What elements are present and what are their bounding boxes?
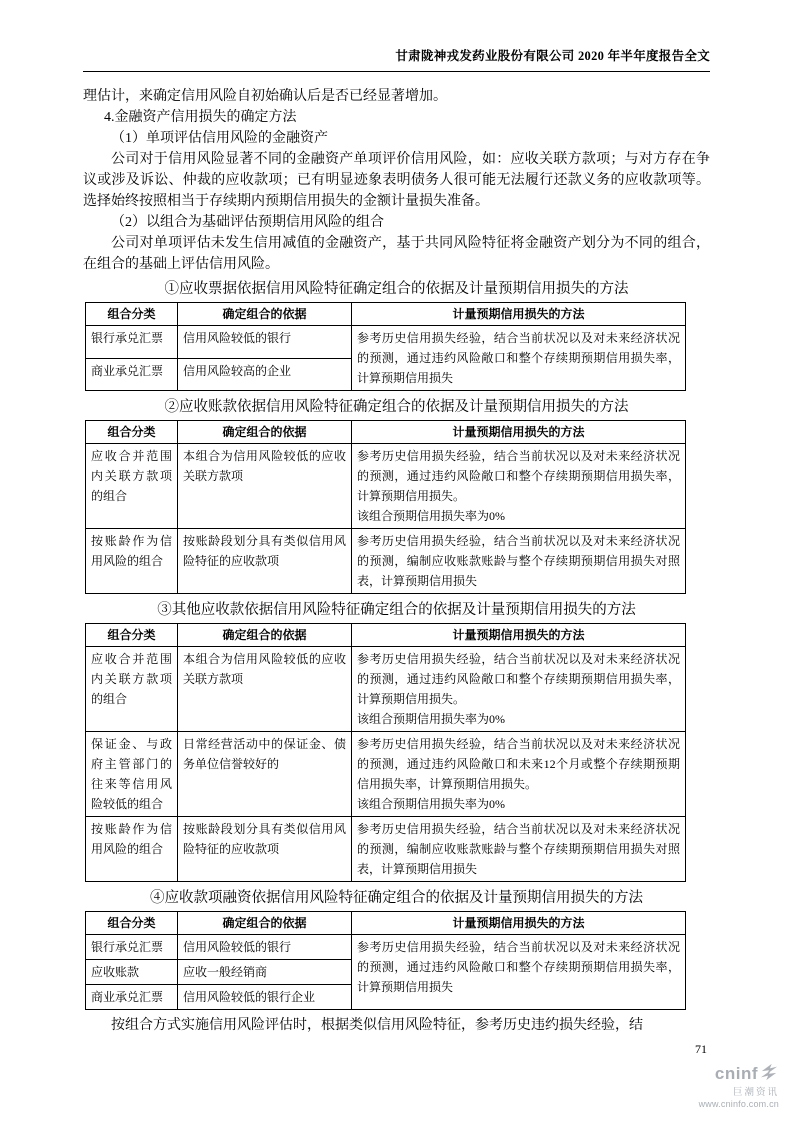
cninfo-logo-row (683, 1063, 779, 1086)
basis-cell: 按账龄段划分具有类似信用风险特征的应收款项 (178, 529, 352, 594)
column-header-method: 计量预期信用损失的方法 (352, 303, 686, 326)
method-cell (352, 732, 686, 817)
column-header-category: 组合分类 (86, 624, 178, 647)
paragraph-closing: 按组合方式实施信用风险评估时，根据类似信用风险特征，参考历史违约损失经验，结 (111, 1018, 643, 1033)
category-cell: 按账龄作为信用风险的组合 (86, 817, 178, 882)
accounts-receivable-table-caption: ②应收账款依据信用风险特征确定组合的依据及计量预期信用损失的方法 (164, 399, 629, 415)
category-cell: 银行承兑汇票 (86, 326, 178, 359)
method-cell (352, 647, 686, 732)
basis-cell: 信用风险较低的银行 (178, 935, 352, 960)
method-loss-rate: 该组合预期信用损失率为0% (357, 797, 505, 811)
basis-cell: 本组合为信用风险较低的应收关联方款项 (178, 444, 352, 529)
table-row (86, 444, 686, 529)
category-cell: 按账龄作为信用风险的组合 (86, 529, 178, 594)
column-header-basis: 确定组合的依据 (178, 912, 352, 935)
column-header-basis: 确定组合的依据 (178, 624, 352, 647)
page-number: 71 (695, 1042, 707, 1056)
table-header-row (86, 624, 686, 647)
table-row (86, 326, 686, 359)
column-header-basis: 确定组合的依据 (178, 421, 352, 444)
accounts-receivable-table (85, 420, 686, 594)
table-header-row (86, 303, 686, 326)
method-text: 参考历史信用损失经验，结合当前状况以及对未来经济状况的预测，通过违约风险敞口和未来12个月或整个存续期预期信用损失率，计算预期信用损失。 (357, 737, 680, 791)
basis-cell: 按账龄段划分具有类似信用风险特征的应收款项 (178, 817, 352, 882)
table-row (86, 529, 686, 594)
method-text: 参考历史信用损失经验，结合当前状况以及对未来经济状况的预测，通过违约风险敞口和整个存续期预期信用损失率，计算预期信用损失。 (357, 652, 680, 706)
method-cell: 参考历史信用损失经验，结合当前状况以及对未来经济状况的预测，通过违约风险敞口和整个存续期预期信用损失率，计算预期信用损失 (352, 326, 686, 391)
cninfo-logo-icon (759, 1063, 779, 1086)
category-cell: 银行承兑汇票 (86, 935, 178, 960)
cninfo-url: www.cninfo.com.cn (698, 1099, 779, 1110)
category-cell: 商业承兑汇票 (86, 985, 178, 1010)
section-heading-4-2: （2）以组合为基础评估预期信用风险的组合 (111, 215, 384, 230)
category-cell: 应收合并范围内关联方款项的组合 (86, 444, 178, 529)
column-header-category: 组合分类 (86, 912, 178, 935)
receivables-financing-table (85, 911, 686, 1010)
page-header (83, 46, 710, 72)
report-title: 甘肃陇神戎发药业股份有限公司 2020 年半年度报告全文 (395, 49, 710, 63)
method-cell: 参考历史信用损失经验，结合当前状况以及对未来经济状况的预测，编制应收账款账龄与整个存续期预期信用损失对照表，计算预期信用损失 (352, 529, 686, 594)
cninfo-chinese-name: 巨潮资讯 (732, 1086, 779, 1098)
other-receivables-table-caption: ③其他应收款依据信用风险特征确定组合的依据及计量预期信用损失的方法 (157, 602, 636, 618)
method-loss-rate: 该组合预期信用损失率为0% (357, 509, 505, 523)
category-cell: 商业承兑汇票 (86, 358, 178, 391)
table-row (86, 935, 686, 960)
receivables-financing-table-caption: ④应收款项融资依据信用风险特征确定组合的依据及计量预期信用损失的方法 (150, 890, 643, 906)
basis-cell: 本组合为信用风险较低的应收关联方款项 (178, 647, 352, 732)
basis-cell: 信用风险较低的银行企业 (178, 985, 352, 1010)
page-content (83, 86, 710, 1036)
table-header-row (86, 421, 686, 444)
paragraph-portfolio-assessment: 公司对单项评估未发生信用减值的金融资产，基于共同风险特征将金融资产划分为不同的组合，在组合的基础上评估信用风险。 (83, 236, 710, 272)
cninfo-brand-text: cninf (714, 1064, 758, 1084)
basis-cell: 应收一般经销商 (178, 960, 352, 985)
method-cell (352, 444, 686, 529)
table-row (86, 647, 686, 732)
table-row (86, 817, 686, 882)
notes-receivable-table-caption: ①应收票据依据信用风险特征确定组合的依据及计量预期信用损失的方法 (164, 281, 629, 297)
method-cell: 参考历史信用损失经验，结合当前状况以及对未来经济状况的预测，编制应收账款账龄与整个存续期预期信用损失对照表，计算预期信用损失 (352, 817, 686, 882)
column-header-method: 计量预期信用损失的方法 (352, 912, 686, 935)
section-heading-4: 4.金融资产信用损失的确定方法 (104, 110, 297, 125)
method-cell: 参考历史信用损失经验，结合当前状况以及对未来经济状况的预测，通过违约风险敞口和整个存续期预期信用损失率，计算预期信用损失 (352, 935, 686, 1010)
method-text: 参考历史信用损失经验，结合当前状况以及对未来经济状况的预测，通过违约风险敞口和整个存续期预期信用损失率，计算预期信用损失。 (357, 449, 680, 503)
column-header-basis: 确定组合的依据 (178, 303, 352, 326)
column-header-method: 计量预期信用损失的方法 (352, 421, 686, 444)
basis-cell: 信用风险较低的银行 (178, 326, 352, 359)
method-loss-rate: 该组合预期信用损失率为0% (357, 712, 505, 726)
paragraph-continuation: 理估计，来确定信用风险自初始确认后是否已经显著增加。 (83, 89, 447, 104)
column-header-method: 计量预期信用损失的方法 (352, 624, 686, 647)
other-receivables-table (85, 623, 686, 882)
column-header-category: 组合分类 (86, 421, 178, 444)
table-row (86, 732, 686, 817)
paragraph-single-item-assessment: 公司对于信用风险显著不同的金融资产单项评价信用风险，如：应收关联方款项；与对方存在争议或涉及诉讼、仲裁的应收款项；已有明显迹象表明债务人很可能无法履行还款义务的应收款项等。选择始终按照相当于存续期内预期信用损失的金额计量损失准备。 (83, 152, 710, 209)
column-header-category: 组合分类 (86, 303, 178, 326)
cninfo-logo (683, 1063, 779, 1110)
section-heading-4-1: （1）单项评估信用风险的金融资产 (111, 131, 328, 146)
basis-cell: 信用风险较高的企业 (178, 358, 352, 391)
table-header-row (86, 912, 686, 935)
category-cell: 保证金、与政府主管部门的往来等信用风险较低的组合 (86, 732, 178, 817)
category-cell: 应收合并范围内关联方款项的组合 (86, 647, 178, 732)
basis-cell: 日常经营活动中的保证金、债务单位信誉较好的 (178, 732, 352, 817)
category-cell: 应收账款 (86, 960, 178, 985)
notes-receivable-table (85, 302, 686, 391)
